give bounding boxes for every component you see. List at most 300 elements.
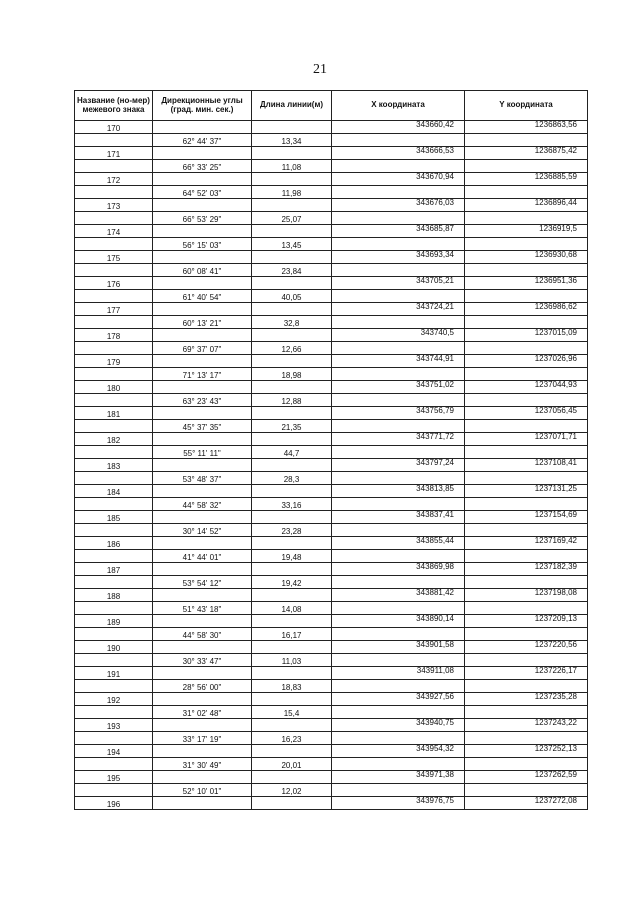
directional-angle: 44° 58' 32"	[153, 498, 252, 511]
point-row	[75, 277, 588, 290]
y-coordinate: 1237182,39	[465, 563, 588, 576]
segment-row	[75, 134, 588, 147]
segment-row	[75, 316, 588, 329]
point-row	[75, 615, 588, 628]
empty-cell	[465, 342, 588, 355]
empty-cell	[465, 706, 588, 719]
y-coordinate: 1237026,96	[465, 355, 588, 368]
x-coordinate: 343751,02	[332, 381, 465, 394]
empty-cell	[75, 706, 153, 719]
header-name: Название (но-мер) межевого знака	[75, 91, 153, 121]
empty-cell	[153, 589, 252, 602]
empty-cell	[252, 173, 332, 186]
point-name: 171	[75, 147, 153, 160]
directional-angle: 66° 53' 29"	[153, 212, 252, 225]
x-coordinate: 343890,14	[332, 615, 465, 628]
empty-cell	[153, 225, 252, 238]
x-coordinate: 343881,42	[332, 589, 465, 602]
empty-cell	[252, 641, 332, 654]
y-coordinate: 1237235,28	[465, 693, 588, 706]
directional-angle: 52° 10' 01"	[153, 784, 252, 797]
point-name: 178	[75, 329, 153, 342]
empty-cell	[252, 719, 332, 732]
empty-cell	[332, 472, 465, 485]
empty-cell	[252, 615, 332, 628]
point-row	[75, 771, 588, 784]
empty-cell	[332, 524, 465, 537]
empty-cell	[75, 576, 153, 589]
point-row	[75, 693, 588, 706]
empty-cell	[153, 511, 252, 524]
empty-cell	[465, 758, 588, 771]
empty-cell	[153, 641, 252, 654]
empty-cell	[75, 628, 153, 641]
segment-row	[75, 706, 588, 719]
y-coordinate: 1236863,56	[465, 121, 588, 134]
x-coordinate: 343693,34	[332, 251, 465, 264]
point-row	[75, 537, 588, 550]
y-coordinate: 1236885,59	[465, 173, 588, 186]
empty-cell	[153, 407, 252, 420]
empty-cell	[332, 576, 465, 589]
empty-cell	[153, 615, 252, 628]
empty-cell	[252, 381, 332, 394]
empty-cell	[332, 680, 465, 693]
header-length: Длина линии(м)	[252, 91, 332, 121]
segment-row	[75, 368, 588, 381]
header-row	[75, 91, 588, 121]
empty-cell	[153, 667, 252, 680]
empty-cell	[75, 394, 153, 407]
empty-cell	[332, 134, 465, 147]
x-coordinate: 343927,56	[332, 693, 465, 706]
segment-row	[75, 342, 588, 355]
x-coordinate: 343705,21	[332, 277, 465, 290]
empty-cell	[465, 238, 588, 251]
line-length: 16,17	[252, 628, 332, 641]
y-coordinate: 1237015,09	[465, 329, 588, 342]
directional-angle: 53° 54' 12"	[153, 576, 252, 589]
line-length: 20,01	[252, 758, 332, 771]
empty-cell	[153, 251, 252, 264]
point-row	[75, 745, 588, 758]
empty-cell	[332, 602, 465, 615]
empty-cell	[153, 433, 252, 446]
y-coordinate: 1237209,13	[465, 615, 588, 628]
point-row	[75, 511, 588, 524]
segment-row	[75, 680, 588, 693]
x-coordinate: 343666,53	[332, 147, 465, 160]
y-coordinate: 1236896,44	[465, 199, 588, 212]
empty-cell	[75, 758, 153, 771]
empty-cell	[332, 732, 465, 745]
point-name: 189	[75, 615, 153, 628]
empty-cell	[153, 797, 252, 810]
line-length: 12,88	[252, 394, 332, 407]
point-name: 193	[75, 719, 153, 732]
directional-angle: 41° 44' 01"	[153, 550, 252, 563]
line-length: 15,4	[252, 706, 332, 719]
empty-cell	[252, 433, 332, 446]
empty-cell	[252, 277, 332, 290]
x-coordinate: 343954,32	[332, 745, 465, 758]
line-length: 32,8	[252, 316, 332, 329]
line-length: 21,35	[252, 420, 332, 433]
directional-angle: 53° 48' 37"	[153, 472, 252, 485]
line-length: 19,42	[252, 576, 332, 589]
empty-cell	[465, 628, 588, 641]
segment-row	[75, 472, 588, 485]
segment-row	[75, 238, 588, 251]
table-body	[75, 121, 588, 810]
y-coordinate: 1237131,25	[465, 485, 588, 498]
x-coordinate: 343670,94	[332, 173, 465, 186]
empty-cell	[465, 420, 588, 433]
empty-cell	[252, 563, 332, 576]
empty-cell	[75, 160, 153, 173]
empty-cell	[75, 186, 153, 199]
point-name: 174	[75, 225, 153, 238]
table-header	[75, 91, 588, 121]
empty-cell	[252, 329, 332, 342]
y-coordinate: 1237056,45	[465, 407, 588, 420]
empty-cell	[252, 303, 332, 316]
line-length: 18,83	[252, 680, 332, 693]
empty-cell	[332, 290, 465, 303]
line-length: 11,98	[252, 186, 332, 199]
point-row	[75, 173, 588, 186]
empty-cell	[332, 368, 465, 381]
empty-cell	[153, 199, 252, 212]
empty-cell	[75, 134, 153, 147]
y-coordinate: 1237252,13	[465, 745, 588, 758]
segment-row	[75, 654, 588, 667]
point-name: 175	[75, 251, 153, 264]
point-name: 196	[75, 797, 153, 810]
x-coordinate: 343976,75	[332, 797, 465, 810]
line-length: 13,34	[252, 134, 332, 147]
empty-cell	[465, 290, 588, 303]
x-coordinate: 343940,75	[332, 719, 465, 732]
point-name: 194	[75, 745, 153, 758]
directional-angle: 71° 13' 17"	[153, 368, 252, 381]
y-coordinate: 1236875,42	[465, 147, 588, 160]
empty-cell	[332, 550, 465, 563]
directional-angle: 60° 13' 21"	[153, 316, 252, 329]
point-name: 183	[75, 459, 153, 472]
empty-cell	[332, 264, 465, 277]
x-coordinate: 343901,58	[332, 641, 465, 654]
point-name: 186	[75, 537, 153, 550]
header-y: Y координата	[465, 91, 588, 121]
segment-row	[75, 602, 588, 615]
empty-cell	[252, 225, 332, 238]
empty-cell	[465, 602, 588, 615]
directional-angle: 61° 40' 54"	[153, 290, 252, 303]
empty-cell	[75, 342, 153, 355]
point-row	[75, 433, 588, 446]
line-length: 23,28	[252, 524, 332, 537]
y-coordinate: 1236919,5	[465, 225, 588, 238]
segment-row	[75, 160, 588, 173]
segment-row	[75, 394, 588, 407]
empty-cell	[75, 784, 153, 797]
x-coordinate: 343676,03	[332, 199, 465, 212]
x-coordinate: 343797,24	[332, 459, 465, 472]
empty-cell	[153, 329, 252, 342]
point-name: 188	[75, 589, 153, 602]
empty-cell	[153, 277, 252, 290]
y-coordinate: 1236986,62	[465, 303, 588, 316]
line-length: 25,07	[252, 212, 332, 225]
empty-cell	[153, 173, 252, 186]
y-coordinate: 1237044,93	[465, 381, 588, 394]
line-length: 33,16	[252, 498, 332, 511]
header-angles: Дирекционные углы (град. мин. сек.)	[153, 91, 252, 121]
segment-row	[75, 550, 588, 563]
empty-cell	[153, 537, 252, 550]
y-coordinate: 1237226,17	[465, 667, 588, 680]
directional-angle: 30° 14' 52"	[153, 524, 252, 537]
segment-row	[75, 524, 588, 537]
empty-cell	[252, 745, 332, 758]
empty-cell	[153, 121, 252, 134]
directional-angle: 31° 30' 49"	[153, 758, 252, 771]
empty-cell	[153, 459, 252, 472]
point-row	[75, 667, 588, 680]
empty-cell	[252, 485, 332, 498]
point-row	[75, 381, 588, 394]
page-number: 21	[313, 62, 327, 77]
point-name: 182	[75, 433, 153, 446]
empty-cell	[75, 498, 153, 511]
x-coordinate: 343744,91	[332, 355, 465, 368]
directional-angle: 33° 17' 19"	[153, 732, 252, 745]
segment-row	[75, 498, 588, 511]
empty-cell	[332, 186, 465, 199]
segment-row	[75, 576, 588, 589]
point-row	[75, 303, 588, 316]
line-length: 40,05	[252, 290, 332, 303]
point-name: 187	[75, 563, 153, 576]
empty-cell	[153, 147, 252, 160]
boundary-coordinates-table	[74, 90, 588, 810]
empty-cell	[252, 251, 332, 264]
point-row	[75, 459, 588, 472]
empty-cell	[465, 160, 588, 173]
line-length: 13,45	[252, 238, 332, 251]
point-row	[75, 355, 588, 368]
point-row	[75, 589, 588, 602]
empty-cell	[75, 420, 153, 433]
point-name: 192	[75, 693, 153, 706]
empty-cell	[252, 355, 332, 368]
point-name: 191	[75, 667, 153, 680]
directional-angle: 64° 52' 03"	[153, 186, 252, 199]
segment-row	[75, 628, 588, 641]
line-length: 11,03	[252, 654, 332, 667]
directional-angle: 60° 08' 41"	[153, 264, 252, 277]
line-length: 11,08	[252, 160, 332, 173]
x-coordinate: 343971,38	[332, 771, 465, 784]
directional-angle: 30° 33' 47"	[153, 654, 252, 667]
empty-cell	[332, 342, 465, 355]
point-name: 190	[75, 641, 153, 654]
point-name: 172	[75, 173, 153, 186]
point-name: 184	[75, 485, 153, 498]
empty-cell	[465, 212, 588, 225]
line-length: 28,3	[252, 472, 332, 485]
directional-angle: 66° 33' 25"	[153, 160, 252, 173]
point-name: 177	[75, 303, 153, 316]
x-coordinate: 343756,79	[332, 407, 465, 420]
empty-cell	[75, 316, 153, 329]
empty-cell	[75, 680, 153, 693]
point-row	[75, 199, 588, 212]
empty-cell	[465, 446, 588, 459]
empty-cell	[332, 238, 465, 251]
header-x: X координата	[332, 91, 465, 121]
empty-cell	[465, 186, 588, 199]
empty-cell	[332, 628, 465, 641]
directional-angle: 31° 02' 48"	[153, 706, 252, 719]
empty-cell	[332, 498, 465, 511]
empty-cell	[252, 771, 332, 784]
point-name: 181	[75, 407, 153, 420]
segment-row	[75, 264, 588, 277]
y-coordinate: 1237198,08	[465, 589, 588, 602]
empty-cell	[153, 355, 252, 368]
x-coordinate: 343685,87	[332, 225, 465, 238]
empty-cell	[75, 524, 153, 537]
x-coordinate: 343740,5	[332, 329, 465, 342]
directional-angle: 45° 37' 35"	[153, 420, 252, 433]
segment-row	[75, 186, 588, 199]
point-row	[75, 485, 588, 498]
directional-angle: 63° 23' 43"	[153, 394, 252, 407]
empty-cell	[75, 446, 153, 459]
empty-cell	[332, 706, 465, 719]
segment-row	[75, 290, 588, 303]
empty-cell	[252, 147, 332, 160]
y-coordinate: 1236951,36	[465, 277, 588, 290]
empty-cell	[75, 602, 153, 615]
empty-cell	[252, 693, 332, 706]
empty-cell	[465, 394, 588, 407]
y-coordinate: 1237108,41	[465, 459, 588, 472]
empty-cell	[465, 472, 588, 485]
empty-cell	[153, 719, 252, 732]
x-coordinate: 343869,98	[332, 563, 465, 576]
y-coordinate: 1237272,08	[465, 797, 588, 810]
empty-cell	[75, 264, 153, 277]
empty-cell	[153, 485, 252, 498]
empty-cell	[252, 667, 332, 680]
empty-cell	[332, 758, 465, 771]
directional-angle: 55° 11' 11"	[153, 446, 252, 459]
empty-cell	[465, 524, 588, 537]
directional-angle: 28° 56' 00"	[153, 680, 252, 693]
empty-cell	[332, 654, 465, 667]
x-coordinate: 343813,85	[332, 485, 465, 498]
empty-cell	[75, 212, 153, 225]
empty-cell	[465, 784, 588, 797]
x-coordinate: 343771,72	[332, 433, 465, 446]
line-length: 23,84	[252, 264, 332, 277]
empty-cell	[153, 693, 252, 706]
point-name: 180	[75, 381, 153, 394]
point-row	[75, 225, 588, 238]
empty-cell	[252, 537, 332, 550]
line-length: 18,98	[252, 368, 332, 381]
x-coordinate: 343837,41	[332, 511, 465, 524]
empty-cell	[252, 407, 332, 420]
point-name: 173	[75, 199, 153, 212]
point-row	[75, 563, 588, 576]
point-row	[75, 121, 588, 134]
line-length: 12,02	[252, 784, 332, 797]
x-coordinate: 343724,21	[332, 303, 465, 316]
point-row	[75, 641, 588, 654]
segment-row	[75, 758, 588, 771]
empty-cell	[465, 550, 588, 563]
directional-angle: 69° 37' 07"	[153, 342, 252, 355]
empty-cell	[465, 316, 588, 329]
segment-row	[75, 784, 588, 797]
empty-cell	[465, 680, 588, 693]
x-coordinate: 343855,44	[332, 537, 465, 550]
line-length: 19,48	[252, 550, 332, 563]
empty-cell	[75, 472, 153, 485]
directional-angle: 51° 43' 18"	[153, 602, 252, 615]
empty-cell	[153, 381, 252, 394]
empty-cell	[252, 797, 332, 810]
y-coordinate: 1237154,69	[465, 511, 588, 524]
empty-cell	[75, 654, 153, 667]
directional-angle: 62° 44' 37"	[153, 134, 252, 147]
segment-row	[75, 420, 588, 433]
y-coordinate: 1237243,22	[465, 719, 588, 732]
empty-cell	[332, 160, 465, 173]
point-row	[75, 251, 588, 264]
empty-cell	[75, 732, 153, 745]
segment-row	[75, 212, 588, 225]
empty-cell	[465, 654, 588, 667]
point-name: 195	[75, 771, 153, 784]
point-row	[75, 797, 588, 810]
line-length: 14,08	[252, 602, 332, 615]
y-coordinate: 1237262,59	[465, 771, 588, 784]
directional-angle: 44° 58' 30"	[153, 628, 252, 641]
y-coordinate: 1236930,68	[465, 251, 588, 264]
empty-cell	[252, 589, 332, 602]
x-coordinate: 343911,08	[332, 667, 465, 680]
point-row	[75, 407, 588, 420]
empty-cell	[332, 212, 465, 225]
point-name: 179	[75, 355, 153, 368]
line-length: 12,66	[252, 342, 332, 355]
point-row	[75, 147, 588, 160]
point-row	[75, 719, 588, 732]
empty-cell	[153, 563, 252, 576]
empty-cell	[465, 134, 588, 147]
empty-cell	[153, 303, 252, 316]
empty-cell	[75, 238, 153, 251]
empty-cell	[75, 290, 153, 303]
point-row	[75, 329, 588, 342]
x-coordinate: 343660,42	[332, 121, 465, 134]
empty-cell	[153, 771, 252, 784]
